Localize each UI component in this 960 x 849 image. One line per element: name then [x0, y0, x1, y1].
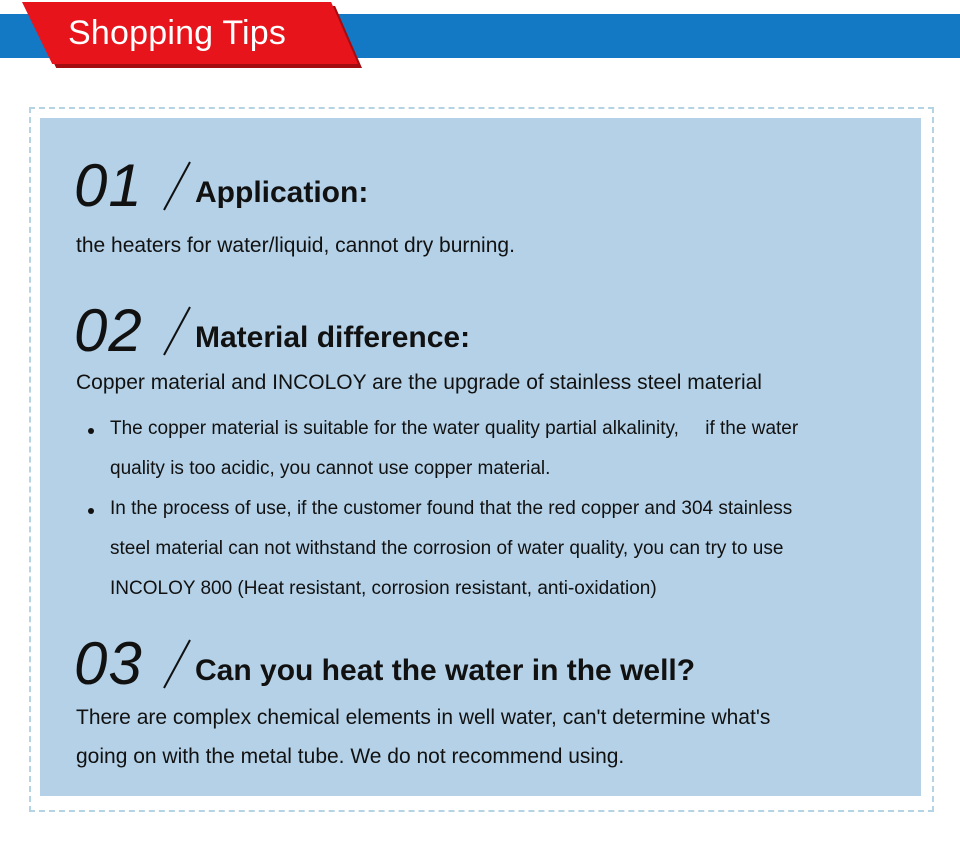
bullet-text-line: steel material can not withstand the corrosion of water quality, you can try to use	[110, 538, 784, 559]
section-01-heading	[74, 152, 894, 219]
bullet-dot-icon	[88, 428, 94, 434]
page-title: Shopping Tips	[68, 14, 287, 52]
section-03-text-line: going on with the metal tube. We do not recommend using.	[76, 745, 625, 768]
section-title: Material difference:	[195, 321, 471, 354]
bullet-text-line: quality is too acidic, you cannot use copper material.	[110, 458, 551, 479]
section-01-text-line: the heaters for water/liquid, cannot dry burning.	[76, 234, 515, 257]
section-02-text-line: Copper material and INCOLOY are the upgrade of stainless steel material	[76, 371, 762, 394]
section-number: 01	[74, 152, 143, 219]
section-number: 03	[74, 630, 143, 697]
bullet-dot-icon	[88, 508, 94, 514]
slash-divider-icon	[160, 638, 194, 690]
section-03-heading	[74, 630, 894, 697]
bullet-text-line: In the process of use, if the customer found that the red copper and 304 stainless	[110, 498, 793, 519]
section-03-text-line: There are complex chemical elements in well water, can't determine what's	[76, 706, 771, 729]
section-title: Application:	[195, 176, 369, 209]
section-number: 02	[74, 297, 143, 364]
slash-divider-icon	[160, 305, 194, 357]
bullet-text-line: INCOLOY 800 (Heat resistant, corrosion resistant, anti-oxidation)	[110, 578, 657, 599]
section-02-heading	[74, 297, 894, 364]
section-title: Can you heat the water in the well?	[195, 654, 696, 687]
slash-divider-icon	[160, 160, 194, 212]
bullet-text-line: The copper material is suitable for the water quality partial alkalinity, if the water	[110, 418, 799, 439]
